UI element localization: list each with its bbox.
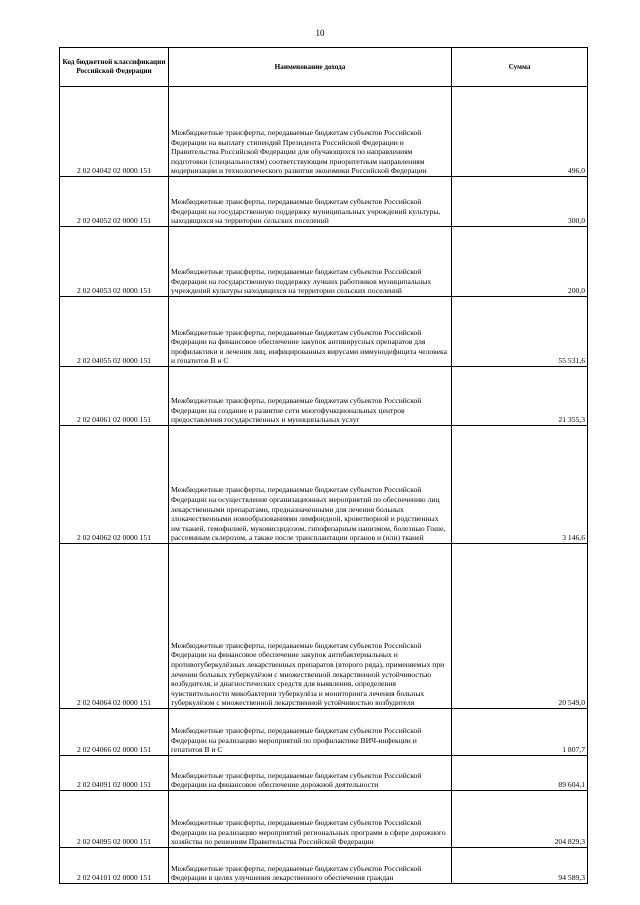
- row-sum: 20 549,0: [452, 544, 588, 709]
- row-name: Межбюджетные трансферты, передаваемые бюджетам субъектов Российской Федерации на реализацию мероприятий региональных программ в сфере дорожного хозяйства по решениям Правительства Российской Федерации: [169, 791, 452, 848]
- table-row: [60, 756, 588, 791]
- table-row: [60, 848, 588, 884]
- row-sum: 21 355,3: [452, 367, 588, 426]
- table-row: [60, 297, 588, 367]
- row-code: 2 02 04061 02 0000 151: [60, 367, 169, 426]
- header-name: Наименование дохода: [169, 48, 452, 87]
- row-name: Межбюджетные трансферты, передаваемые бюджетам субъектов Российской Федерации на реализацию мероприятий по профилактике ВИЧ-инфекции и гепатитов В и С: [169, 709, 452, 756]
- row-code: 2 02 04042 02 0000 151: [60, 87, 169, 177]
- row-sum: 89 604,1: [452, 756, 588, 791]
- row-name: Межбюджетные трансферты, передаваемые бюджетам субъектов Российской Федерации в целях улучшения лекарственного обеспечения граждан: [169, 848, 452, 884]
- row-sum: 94 589,3: [452, 848, 588, 884]
- row-sum: 1 807,7: [452, 709, 588, 756]
- row-name: Межбюджетные трансферты, передаваемые бюджетам субъектов Российской Федерации на государственную поддержку муниципальных учреждений культуры, находящихся на территории сельских поселений: [169, 177, 452, 227]
- header-sum: Сумма: [452, 48, 588, 87]
- table-row: [60, 544, 588, 709]
- table-row: [60, 227, 588, 297]
- row-code: 2 02 04095 02 0000 151: [60, 791, 169, 848]
- table-row: [60, 367, 588, 426]
- row-name: Межбюджетные трансферты, передаваемые бюджетам субъектов Российской Федерации на финансовое обеспечение дорожной деятельности: [169, 756, 452, 791]
- row-sum: 204 829,3: [452, 791, 588, 848]
- table-row: [60, 426, 588, 544]
- row-name: Межбюджетные трансферты, передаваемые бюджетам субъектов Российской Федерации на финансовое обеспечение закупок антивирусных препаратов для профилактики и лечения лиц, инфицированных вирусами иммунодефицита человека и гепатитов В и С: [169, 297, 452, 367]
- row-name: Межбюджетные трансферты, передаваемые бюджетам субъектов Российской Федерации на финансовое обеспечение закупок антибактериальных и противотуберкулёзных лекарственных препаратов (второго ряда), применяемых при лечении больных туберкулёзом с множественной лекарственной устойчивостью возбудителя, и диагностических средств для выявления, определения чувствительности микобактерии туберкулёза и мониторинга лечения больных туберкулёзом с множественной лекарственной устойчивостью возбудителя: [169, 544, 452, 709]
- table-row: [60, 177, 588, 227]
- row-code: 2 02 04064 02 0000 151: [60, 544, 169, 709]
- table-row: [60, 791, 588, 848]
- row-code: 2 02 04091 02 0000 151: [60, 756, 169, 791]
- row-sum: 3 146,6: [452, 426, 588, 544]
- row-name: Межбюджетные трансферты, передаваемые бюджетам субъектов Российской Федерации на выплату стипендий Президента Российской Федерации и Правительства Российской Федерации для обучающихся по направлениям подготовки (специальностям) соответствующим приоритетным направлениям модернизации и технологического развития экономики Российской Федерации: [169, 87, 452, 177]
- table-row: [60, 87, 588, 177]
- page-number: 10: [315, 28, 325, 38]
- row-code: 2 02 04066 02 0000 151: [60, 709, 169, 756]
- row-name: Межбюджетные трансферты, передаваемые бюджетам субъектов Российской Федерации на государственную поддержку лучших работников муниципальных учреждений культуры находящихся на территории сельских поселений: [169, 227, 452, 297]
- budget-revenue-table: [59, 47, 588, 884]
- row-sum: 200,0: [452, 227, 588, 297]
- table-row: [60, 709, 588, 756]
- row-code: 2 02 04101 02 0000 151: [60, 848, 169, 884]
- row-name: Межбюджетные трансферты, передаваемые бюджетам субъектов Российской Федерации на создание и развитие сети многофункциональных центров предоставления государственных и муниципальных услуг: [169, 367, 452, 426]
- row-code: 2 02 04055 02 0000 151: [60, 297, 169, 367]
- row-code: 2 02 04062 02 0000 151: [60, 426, 169, 544]
- row-code: 2 02 04053 02 0000 151: [60, 227, 169, 297]
- row-sum: 496,0: [452, 87, 588, 177]
- row-sum: 55 531,6: [452, 297, 588, 367]
- table-header-row: [60, 48, 588, 87]
- row-code: 2 02 04052 02 0000 151: [60, 177, 169, 227]
- header-code: Код бюджетной классификации Российской Федерации: [60, 48, 169, 87]
- row-name: Межбюджетные трансферты, передаваемые бюджетам субъектов Российской Федерации на осуществление организационных мероприятий по обеспечению лиц лекарственными препаратами, предназначенными для лечения больных злокачественными новообразованиями лимфоидной, кроветворной и родственных им тканей, гемофилией, муковисцидозом, гипофизарным нанизмом, болезнью Гоше, рассеянным склерозом, а также после трансплантации органов и (или) тканей: [169, 426, 452, 544]
- row-sum: 300,0: [452, 177, 588, 227]
